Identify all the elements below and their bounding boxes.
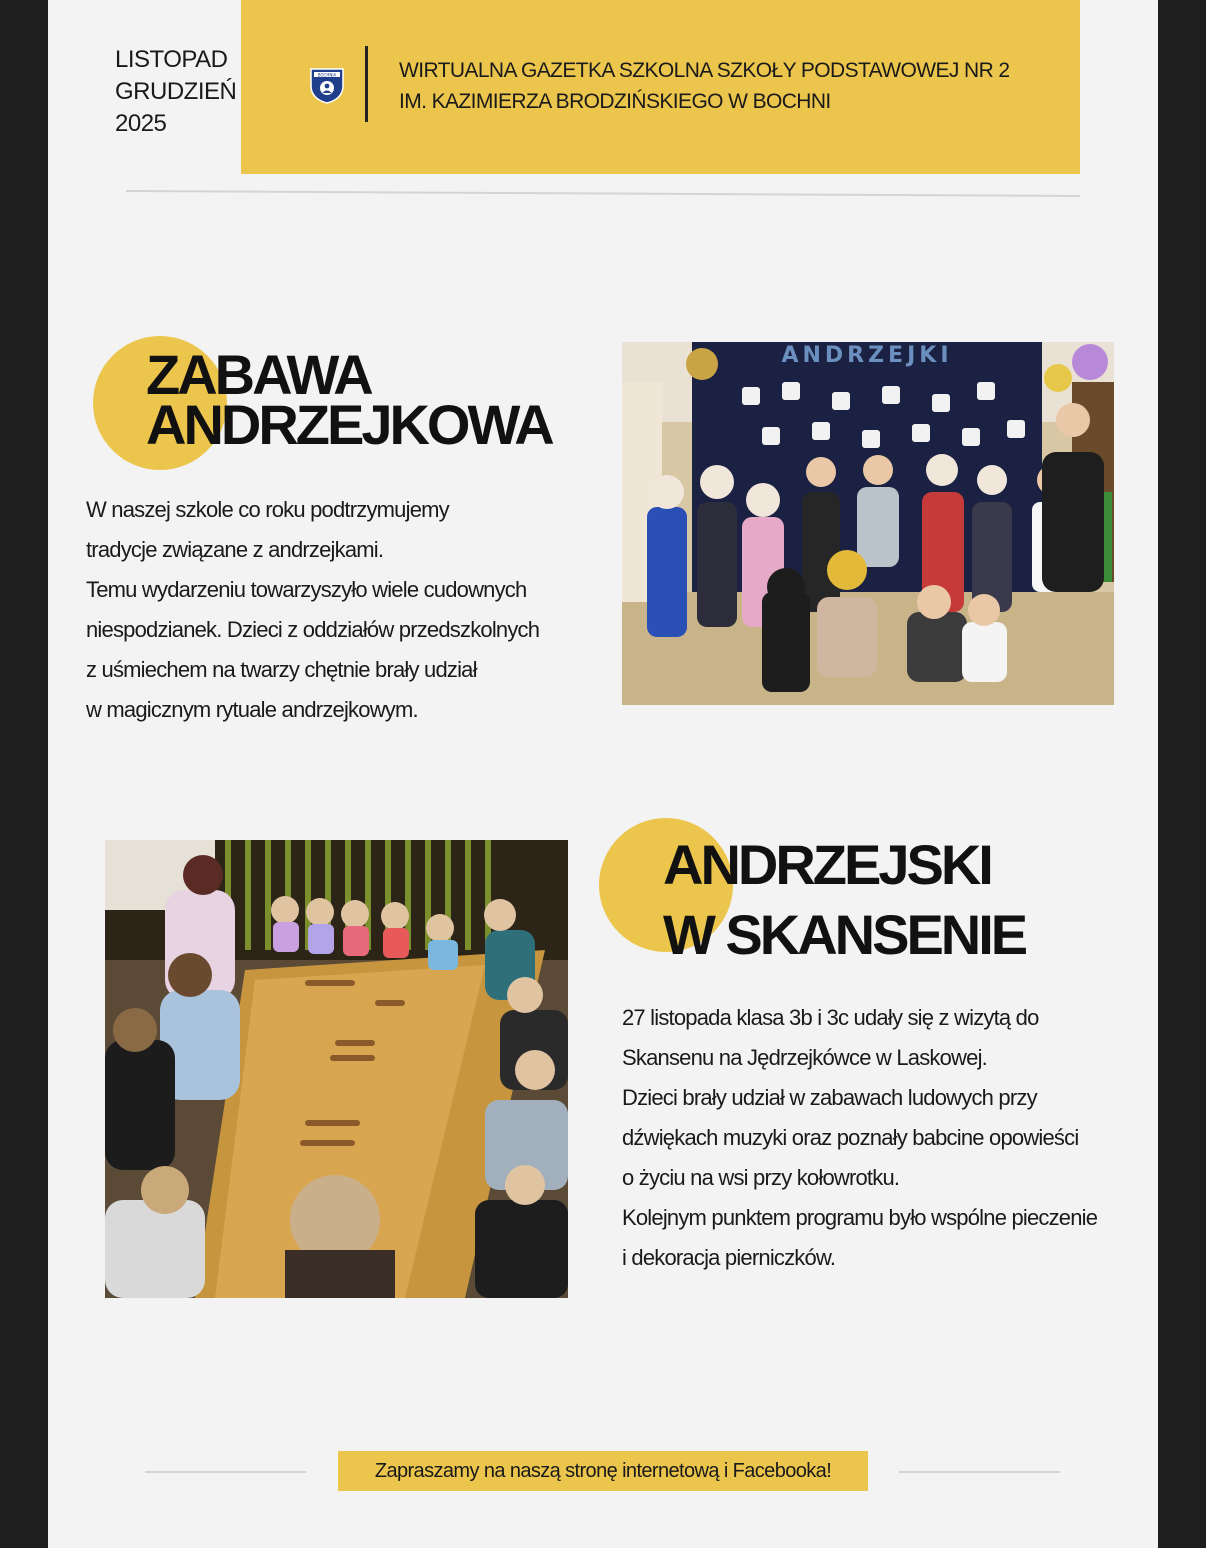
issue-month-2: GRUDZIEŃ — [115, 78, 237, 105]
issue-date — [115, 44, 236, 140]
article2-line: 27 listopada klasa 3b i 3c udały się z wizytą do — [622, 1005, 1039, 1030]
article2-line: Skansenu na Jędrzejkówce w Laskowej. — [622, 1045, 987, 1070]
header-rule — [126, 190, 1080, 197]
article2-line: o życiu na wsi przy kołowrotku. — [622, 1165, 900, 1190]
article2-line: dźwiękach muzyki oraz poznały babcine opowieści — [622, 1125, 1079, 1150]
issue-year: 2025 — [115, 110, 167, 137]
article2-line: Kolejnym punktem programu było wspólne pieczenie — [622, 1205, 1098, 1230]
footer-invite: Zapraszamy na naszą stronę internetową i Facebooka! — [338, 1451, 868, 1491]
footer-rule-left — [145, 1471, 306, 1473]
article1-line: tradycje związane z andrzejkami. — [86, 537, 384, 562]
photo-banner-text: ANDRZEJKI — [781, 343, 953, 368]
article2-line: i dekoracja pierniczków. — [622, 1245, 836, 1270]
article1-heading — [146, 343, 552, 456]
article1-line: Temu wydarzeniu towarzyszyło wiele cudownych — [86, 577, 527, 602]
andrzejki-party-photo — [622, 342, 1114, 705]
issue-month-1: LISTOPAD — [115, 46, 228, 73]
article2-body — [622, 998, 1097, 1278]
crest-text: BOCHNIA — [317, 72, 337, 78]
article1-heading-line-1: ZABAWA — [146, 343, 371, 406]
newsletter-page — [48, 0, 1158, 1548]
title-line-1: WIRTUALNA GAZETKA SZKOLNA SZKOŁY PODSTAWOWEJ NR 2 — [399, 59, 1010, 82]
article1-heading-line-2: ANDRZEJKOWA — [146, 393, 552, 456]
article2-heading-line-1: ANDRZEJSKI — [663, 833, 991, 896]
article2-heading-line-2: W SKANSENIE — [663, 903, 1026, 966]
title-line-2: IM. KAZIMIERZA BRODZIŃSKIEGO W BOCHNI — [399, 90, 831, 113]
article1-line: niespodzianek. Dzieci z oddziałów przedszkolnych — [86, 617, 540, 642]
article1-line: z uśmiechem na twarzy chętnie brały udział — [86, 657, 477, 682]
article1-line: w magicznym rytuale andrzejkowym. — [86, 697, 418, 722]
school-crest-icon — [309, 66, 345, 104]
article1-line: W naszej szkole co roku podtrzymujemy — [86, 497, 449, 522]
footer-rule-right — [899, 1471, 1060, 1473]
header-banner — [241, 0, 1080, 174]
skansen-workshop-photo — [105, 840, 568, 1298]
article2-heading — [663, 830, 1025, 970]
article1-body — [86, 490, 539, 730]
newsletter-title — [399, 55, 1039, 117]
header-divider — [365, 46, 368, 122]
article2-line: Dzieci brały udział w zabawach ludowych przy — [622, 1085, 1037, 1110]
